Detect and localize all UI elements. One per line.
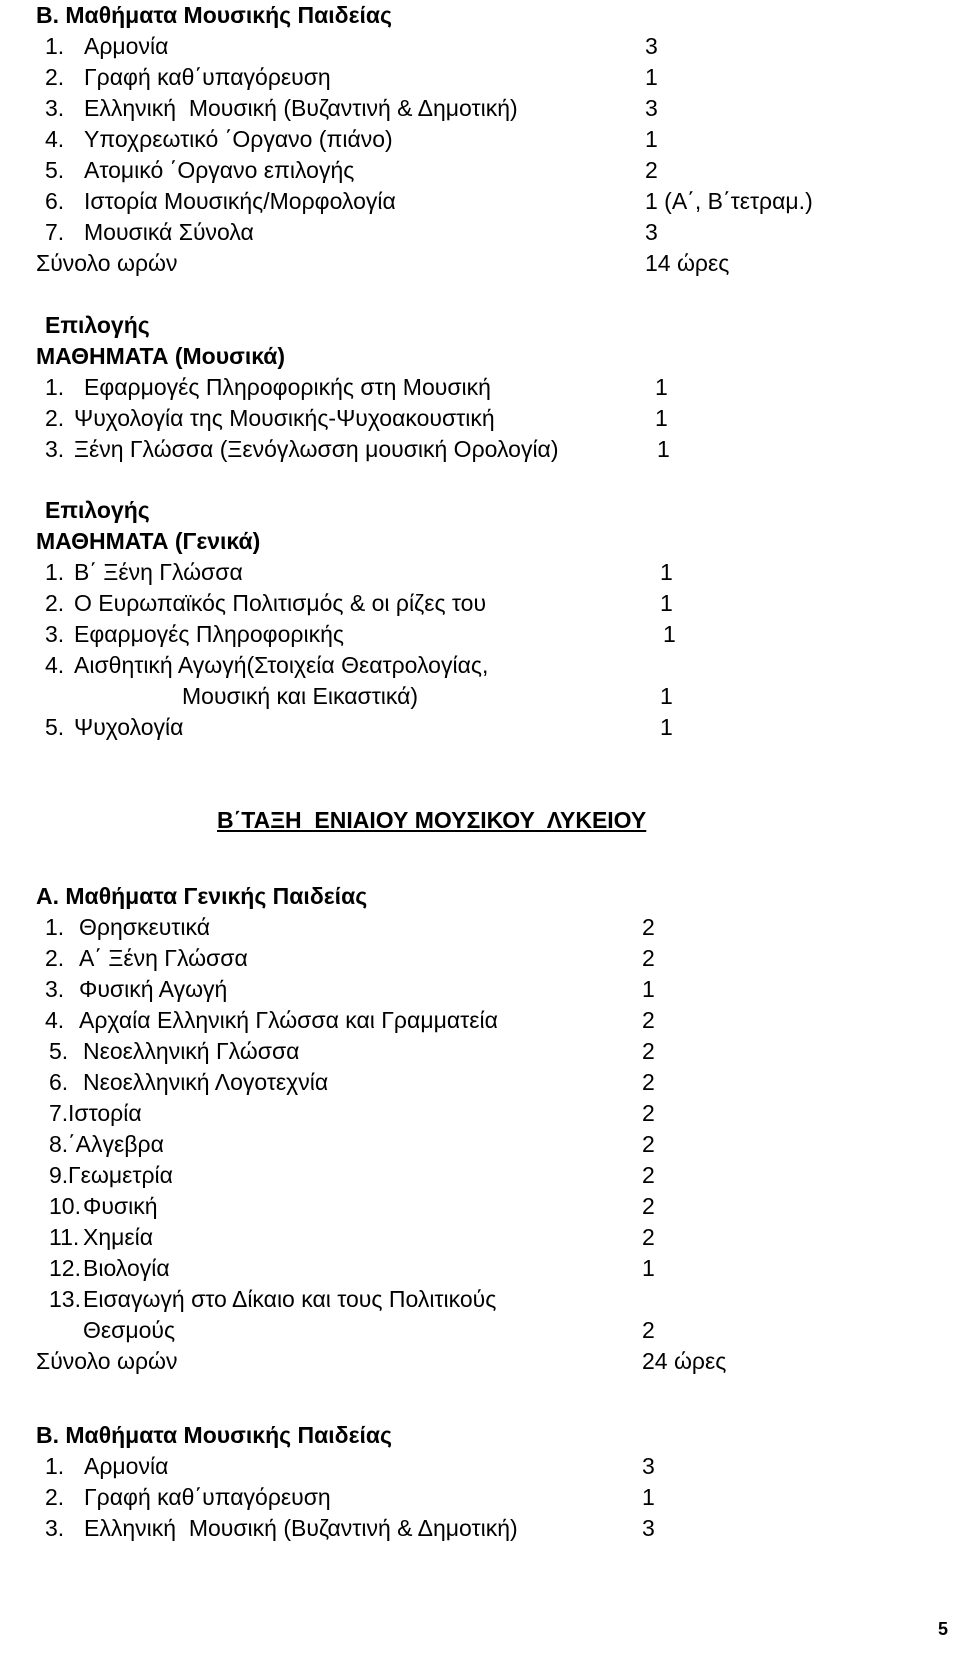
item-name: Β΄ Ξένη Γλώσσα (74, 559, 243, 585)
item-number: 6. (49, 1069, 69, 1095)
item-number: 1. (45, 914, 65, 940)
item-hours: 1 (660, 590, 673, 616)
item-name: Εισαγωγή στο Δίκαιο και τους Πολιτικούς (83, 1286, 497, 1312)
item-number: 5. (45, 157, 65, 183)
item-name: Αρχαία Ελληνική Γλώσσα και Γραμματεία (79, 1007, 498, 1033)
item-number: 12. (49, 1255, 81, 1281)
item-hours: 2 (642, 914, 655, 940)
item-hours: 2 (642, 1100, 655, 1126)
item-hours: 2 (642, 1007, 655, 1033)
item-hours: 2 (642, 945, 655, 971)
item-name: Ο Ευρωπαϊκός Πολιτισμός & οι ρίζες του (74, 590, 487, 616)
item-number: 5. (45, 714, 65, 740)
item-name: Ελληνική Μουσική (Βυζαντινή & Δημοτική) (84, 1515, 518, 1541)
item-hours: 3 (645, 95, 658, 121)
item-hours: 2 (642, 1038, 655, 1064)
item-hours: 2 (642, 1069, 655, 1095)
item-hours: 2 (645, 157, 658, 183)
item-name: Βιολογία (83, 1255, 170, 1281)
item-number: 9. (49, 1162, 69, 1188)
item-hours: 1 (642, 1484, 655, 1510)
item-number: 5. (49, 1038, 69, 1064)
item-name: Γεωμετρία (68, 1162, 173, 1188)
item-hours: 1 (663, 621, 676, 647)
section-heading: Β. Μαθήματα Μουσικής Παιδείας (36, 2, 392, 28)
item-hours: 3 (645, 219, 658, 245)
item-name: ΄Αλγεβρα (68, 1131, 164, 1157)
item-name: Γραφή καθ΄υπαγόρευση (84, 64, 331, 90)
item-hours: 1 (660, 683, 673, 709)
item-number: 3. (45, 1515, 65, 1541)
total-value: 14 ώρες (645, 250, 730, 276)
item-hours: 2 (642, 1162, 655, 1188)
section-heading: Β. Μαθήματα Μουσικής Παιδείας (36, 1422, 392, 1448)
item-hours: 2 (642, 1224, 655, 1250)
item-name: Μουσικά Σύνολα (84, 219, 254, 245)
item-hours: 1 (657, 436, 670, 462)
item-name: Θρησκευτικά (79, 914, 211, 940)
item-number: 3. (45, 95, 65, 121)
item-hours: 1 (655, 405, 668, 431)
item-hours: 1 (655, 374, 668, 400)
class-title: Β΄ΤΑΞΗ ΕΝΙΑΙΟΥ ΜΟΥΣΙΚΟΥ ΛΥΚΕΙΟΥ (217, 807, 647, 833)
item-name: Ελληνική Μουσική (Βυζαντινή & Δημοτική) (84, 95, 518, 121)
item-hours: 2 (642, 1193, 655, 1219)
item-name-continued: Μουσική και Εικαστικά) (182, 683, 419, 709)
item-name: Αισθητική Αγωγή(Στοιχεία Θεατρολογίας, (74, 652, 489, 678)
item-number: 2. (45, 1484, 65, 1510)
item-name: Ψυχολογία (74, 714, 184, 740)
item-hours: 2 (642, 1131, 655, 1157)
item-hours: 3 (645, 33, 658, 59)
item-name: Εφαρμογές Πληροφορικής (74, 621, 344, 647)
total-value: 24 ώρες (642, 1348, 727, 1374)
item-name: Φυσική (83, 1193, 158, 1219)
item-hours: 1 (642, 1255, 655, 1281)
item-number: 10. (49, 1193, 81, 1219)
item-number: 2. (45, 945, 65, 971)
item-number: 7. (49, 1100, 69, 1126)
total-label: Σύνολο ωρών (36, 1348, 178, 1374)
item-number: 3. (45, 436, 65, 462)
item-name: Νεοελληνική Γλώσσα (83, 1038, 300, 1064)
item-name: Ατομικό ΄Οργανο επιλογής (84, 157, 355, 183)
item-name: Εφαρμογές Πληροφορικής στη Μουσική (84, 374, 491, 400)
page-number: 5 (938, 1619, 949, 1639)
item-name: Αρμονία (84, 33, 169, 59)
item-number: 13. (49, 1286, 81, 1312)
item-name: Ιστορία Μουσικής/Μορφολογία (84, 188, 396, 214)
section-heading: Α. Μαθήματα Γενικής Παιδείας (36, 883, 368, 909)
item-hours: 1 (660, 714, 673, 740)
item-number: 4. (45, 1007, 65, 1033)
item-hours: 3 (642, 1515, 655, 1541)
item-number: 1. (45, 374, 65, 400)
item-number: 11. (49, 1224, 80, 1250)
section-heading: Επιλογής (45, 497, 150, 523)
item-name: Ψυχολογία της Μουσικής-Ψυχοακουστική (74, 405, 495, 431)
item-name: Χημεία (83, 1224, 154, 1250)
item-name: Ιστορία (68, 1100, 142, 1126)
item-number: 2. (45, 64, 65, 90)
item-number: 3. (45, 976, 65, 1002)
section-subheading: ΜΑΘΗΜΑΤΑ (Γενικά) (36, 528, 261, 554)
total-label: Σύνολο ωρών (36, 250, 178, 276)
item-name: Α΄ Ξένη Γλώσσα (79, 945, 248, 971)
item-hours: 1 (660, 559, 673, 585)
item-name: Νεοελληνική Λογοτεχνία (83, 1069, 329, 1095)
item-name-continued: Θεσμούς (83, 1317, 176, 1343)
item-number: 6. (45, 188, 65, 214)
item-number: 1. (45, 33, 65, 59)
item-number: 2. (45, 590, 65, 616)
item-hours: 1 (645, 64, 658, 90)
item-number: 4. (45, 126, 65, 152)
item-number: 1. (45, 559, 65, 585)
item-hours: 1 (645, 126, 658, 152)
item-name: Υποχρεωτικό ΄Οργανο (πιάνο) (84, 126, 393, 152)
item-number: 3. (45, 621, 65, 647)
item-number: 2. (45, 405, 65, 431)
item-number: 7. (45, 219, 65, 245)
item-name: Φυσική Αγωγή (79, 976, 228, 1002)
item-hours: 3 (642, 1453, 655, 1479)
section-heading: Επιλογής (45, 312, 150, 338)
item-hours: 2 (642, 1317, 655, 1343)
item-name: Ξένη Γλώσσα (Ξενόγλωσση μουσική Ορολογία) (74, 436, 559, 462)
section-subheading: ΜΑΘΗΜΑΤΑ (Μουσικά) (36, 343, 286, 369)
item-number: 4. (45, 652, 65, 678)
item-name: Γραφή καθ΄υπαγόρευση (84, 1484, 331, 1510)
item-name: Αρμονία (84, 1453, 169, 1479)
item-hours: 1 (Α΄, Β΄τετραμ.) (645, 188, 813, 214)
item-hours: 1 (642, 976, 655, 1002)
item-number: 8. (49, 1131, 69, 1157)
item-number: 1. (45, 1453, 65, 1479)
